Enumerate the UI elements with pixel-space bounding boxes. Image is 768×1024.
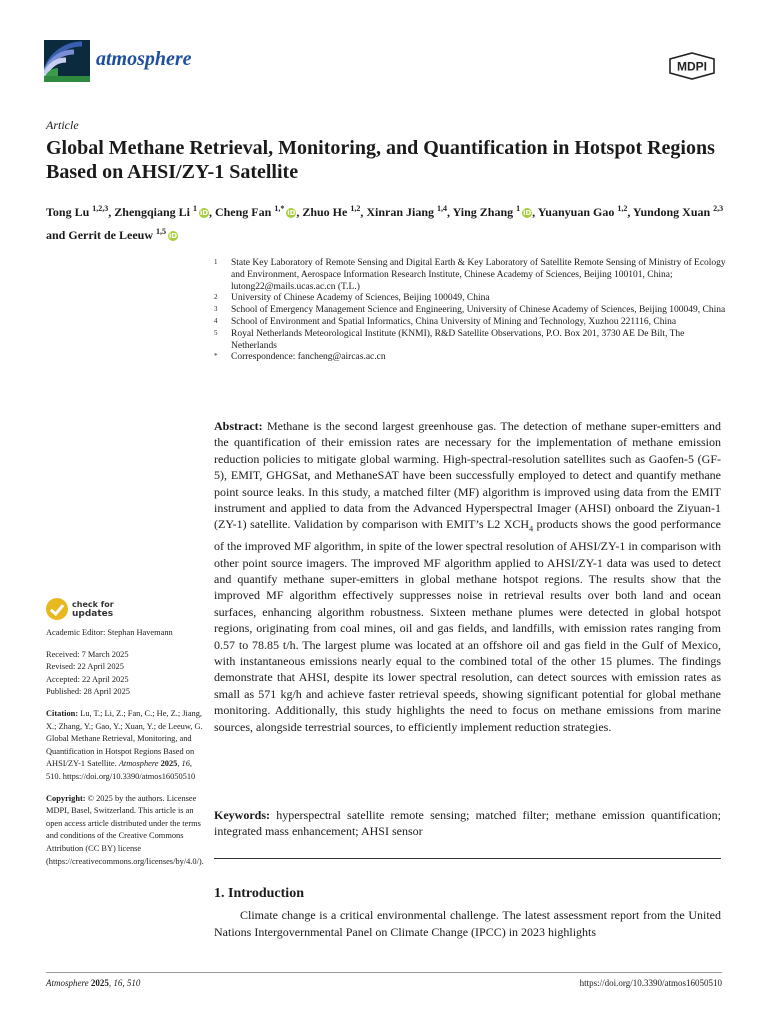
affiliation-item <box>214 258 726 293</box>
copyright-text: © 2025 by the authors. Licensee MDPI, Basel, Switzerland. This article is an open access article distributed under the terms and conditions of the Creative Commons Attribution (CC BY) license (https://creativecommons.org/licenses/by/4.0/). <box>46 793 204 866</box>
author-list <box>46 199 736 245</box>
copyright-label: Copyright: <box>46 793 86 803</box>
publisher-name: MDPI <box>677 59 707 74</box>
abstract-label: Abstract: <box>214 419 263 433</box>
author-separator: , <box>447 205 453 219</box>
accepted-date: Accepted: 22 April 2025 <box>46 674 129 684</box>
revised-date: Revised: 22 April 2025 <box>46 662 124 672</box>
orcid-icon[interactable]: iD <box>168 232 178 240</box>
affiliation-item <box>214 317 726 329</box>
author-affiliation-sup: 1,2,3 <box>92 204 109 213</box>
footer-journal: Atmosphere <box>46 978 89 988</box>
affiliation-number: 2 <box>214 293 218 302</box>
keywords <box>214 807 721 840</box>
affiliation-item <box>214 305 726 317</box>
author-separator: , <box>108 205 115 219</box>
footer-citation <box>46 978 140 988</box>
check-icon <box>46 598 68 620</box>
affiliation-text: State Key Laboratory of Remote Sensing and Digital Earth & Key Laboratory of Satellite Remote Sensing of Ministry of Ecology and Environment, Aerospace Information Research Institute, Chinese Academy of Sciences, Beijing 100101, China; lutong22@mails.ucas.ac.cn (T.L.) <box>231 258 726 292</box>
author-name: Xinran Jiang <box>366 205 438 219</box>
keywords-text: hyperspectral satellite remote sensing; matched filter; methane emission quantification; integrated mass enhancement; AHSI sensor <box>214 808 721 839</box>
footer-divider <box>46 972 722 973</box>
journal-logo-icon <box>44 40 90 82</box>
abstract-subscript: 4 <box>529 524 534 534</box>
affiliation-item <box>214 352 726 364</box>
orcid-icon[interactable]: iD <box>199 209 209 217</box>
article-title: Global Methane Retrieval, Monitoring, and Quantification in Hotspot Regions Based on AHSI/ZY-1 Satellite <box>46 137 715 183</box>
received-date: Received: 7 March 2025 <box>46 649 129 659</box>
affiliation-item <box>214 293 726 305</box>
affiliation-number: * <box>214 352 218 361</box>
affiliation-number: 4 <box>214 316 218 325</box>
author-name: Cheng Fan <box>214 205 275 219</box>
check-updates-line2: updates <box>72 609 114 619</box>
author-affiliation-sup: 1 <box>516 204 521 213</box>
author-name: Gerrit de Leeuw <box>68 228 156 242</box>
affiliation-text: University of Chinese Academy of Sciences, Beijing 100049, China <box>231 293 490 304</box>
intro-heading: 1. Introduction <box>214 886 304 901</box>
check-updates-line1: check for <box>72 600 114 609</box>
intro-text: Climate change is a critical environmental challenge. The latest assessment report from the United Nations Intergovernmental Panel on Climate Change (IPCC) in 2023 highlights <box>214 908 721 939</box>
author-affiliation-sup: 1 <box>192 204 197 213</box>
author-affiliation-sup: 1,2 <box>350 204 361 213</box>
article-type: Article <box>46 118 79 132</box>
author-separator: , <box>208 205 215 219</box>
author-affiliation-sup: 1,4 <box>437 204 448 213</box>
author-name: Yundong Xuan <box>632 205 714 219</box>
check-for-updates-button[interactable] <box>46 598 126 624</box>
section-divider <box>214 858 721 859</box>
copyright <box>46 793 206 869</box>
orcid-icon[interactable]: iD <box>523 209 532 217</box>
affiliation-number: 1 <box>214 258 218 266</box>
sidebar-info <box>46 627 206 868</box>
author-separator: and <box>46 228 69 242</box>
author-affiliation-sup: 1,5 <box>156 227 166 236</box>
author-affiliation-sup: 1,2 <box>617 204 628 213</box>
citation-journal: Atmosphere <box>118 759 159 769</box>
citation-year: 2025 <box>158 759 178 769</box>
footer-year: 2025 <box>90 978 109 988</box>
author-name: Tong Lu <box>46 205 93 219</box>
citation-text: Lu, T.; Li, Z.; Fan, C.; He, Z.; Jiang, X.; Zhang, Y.; Gao, Y.; Xuan, Y.; de Leeuw, G. Global Methane Retrieval, Monitoring, and Quantification in Hotspot Regions Based on AHSI/ZY-1 Satellite. <box>46 708 203 769</box>
author-separator: , <box>627 205 633 219</box>
affiliation-number: 5 <box>214 328 218 337</box>
author-separator: , <box>360 205 367 219</box>
academic-editor: Academic Editor: Stephan Havemann <box>46 628 173 637</box>
author-affiliation-sup: 2,3 <box>713 204 724 213</box>
author-name: Zhengqiang Li <box>114 205 193 219</box>
citation-volume: , 16, <box>177 759 193 769</box>
affiliation-item <box>214 329 726 353</box>
footer-volume: , 16, 510 <box>108 978 141 988</box>
journal-name: atmosphere <box>96 48 192 70</box>
footer-doi-link[interactable]: https://doi.org/10.3390/atmos16050510 <box>579 978 722 988</box>
affiliation-text: Royal Netherlands Meteorological Institute (KNMI), R&D Satellite Observations, P.O. Box 201, 3730 AE De Bilt, The Netherlands <box>231 328 685 351</box>
abstract-text-2: products shows the good performance of the improved MF algorithm, in spite of the lower spectral resolution of AHSI/ZY-1 in comparison with other point source imagers. The improved MF algorithm applied to AHSI/ZY-1 data was used to detect and quantify methane super-emitters in global methane hotspot regions. The results show that the improved MF algorithm effectively suppresses noise in retrieval results over both land and ocean surfaces, enhancing algorithm robustness. Sixteen methane plumes were detected in global hotspot regions, originating from coal mines, oil and gas fields, and landfills, with emission rates ranging from 0.57 to 78.85 t/h. The largest plume was located at an offshore oil and gas field in the Gulf of Mexico, with instantaneous emissions nearly equal to the combined total of the other 15 plumes. The findings demonstrate that AHSI, despite its lower spectral resolution, can detect sources with emission rates as small as 571 kg/h and achieve faster retrieval speeds, showing significant potential for global methane monitoring. Additionally, this study highlights the need to focus on methane emissions from marine sources, alongside terrestrial sources, to efficiently implement reduction strategies. <box>214 517 721 734</box>
author-name: Zhuo He <box>302 205 351 219</box>
abstract <box>214 418 721 735</box>
published-date: Published: 28 April 2025 <box>46 687 130 697</box>
affiliation-text: Correspondence: fancheng@aircas.ac.cn <box>231 352 386 363</box>
author-separator: , <box>296 205 303 219</box>
mdpi-logo-icon <box>664 52 720 80</box>
affiliation-text: School of Emergency Management Science and Engineering, University of Chinese Academy of Sciences, Beijing 100049, China <box>231 305 726 316</box>
citation <box>46 708 206 784</box>
citation-label: Citation: <box>46 708 79 718</box>
orcid-icon[interactable]: iD <box>287 209 296 217</box>
author-separator: , <box>532 205 538 219</box>
keywords-label: Keywords: <box>214 808 270 822</box>
affiliation-text: School of Environment and Spatial Informatics, China University of Mining and Technology, Xuzhou 221116, China <box>231 316 677 327</box>
author-affiliation-sup: 1,* <box>274 204 285 213</box>
author-name: Yuanyuan Gao <box>537 205 618 219</box>
citation-doi[interactable]: 510. https://doi.org/10.3390/atmos16050510 <box>46 771 196 781</box>
affiliation-list <box>214 258 726 364</box>
affiliation-number: 3 <box>214 305 218 314</box>
abstract-text-1: Methane is the second largest greenhouse gas. The detection of methane super-emitters and the quantification of their emission rates are necessary for the implementation of methane emission reduction policies to mitigate global warming. High-spectral-resolution satellites such as Gaofen-5 (GF-5), EMIT, GHGSat, and MethaneSAT have been successfully employed to detect and quantify methane point source leaks. In this study, a matched filter (MF) algorithm is improved using data from the EMIT instrument and applied to data from the Advanced Hyperspectral Imager (AHSI) onboard the Ziyuan-1 (ZY-1) satellite. Validation by comparison with EMIT’s L2 XCH <box>214 419 721 532</box>
author-name: Ying Zhang <box>452 205 517 219</box>
